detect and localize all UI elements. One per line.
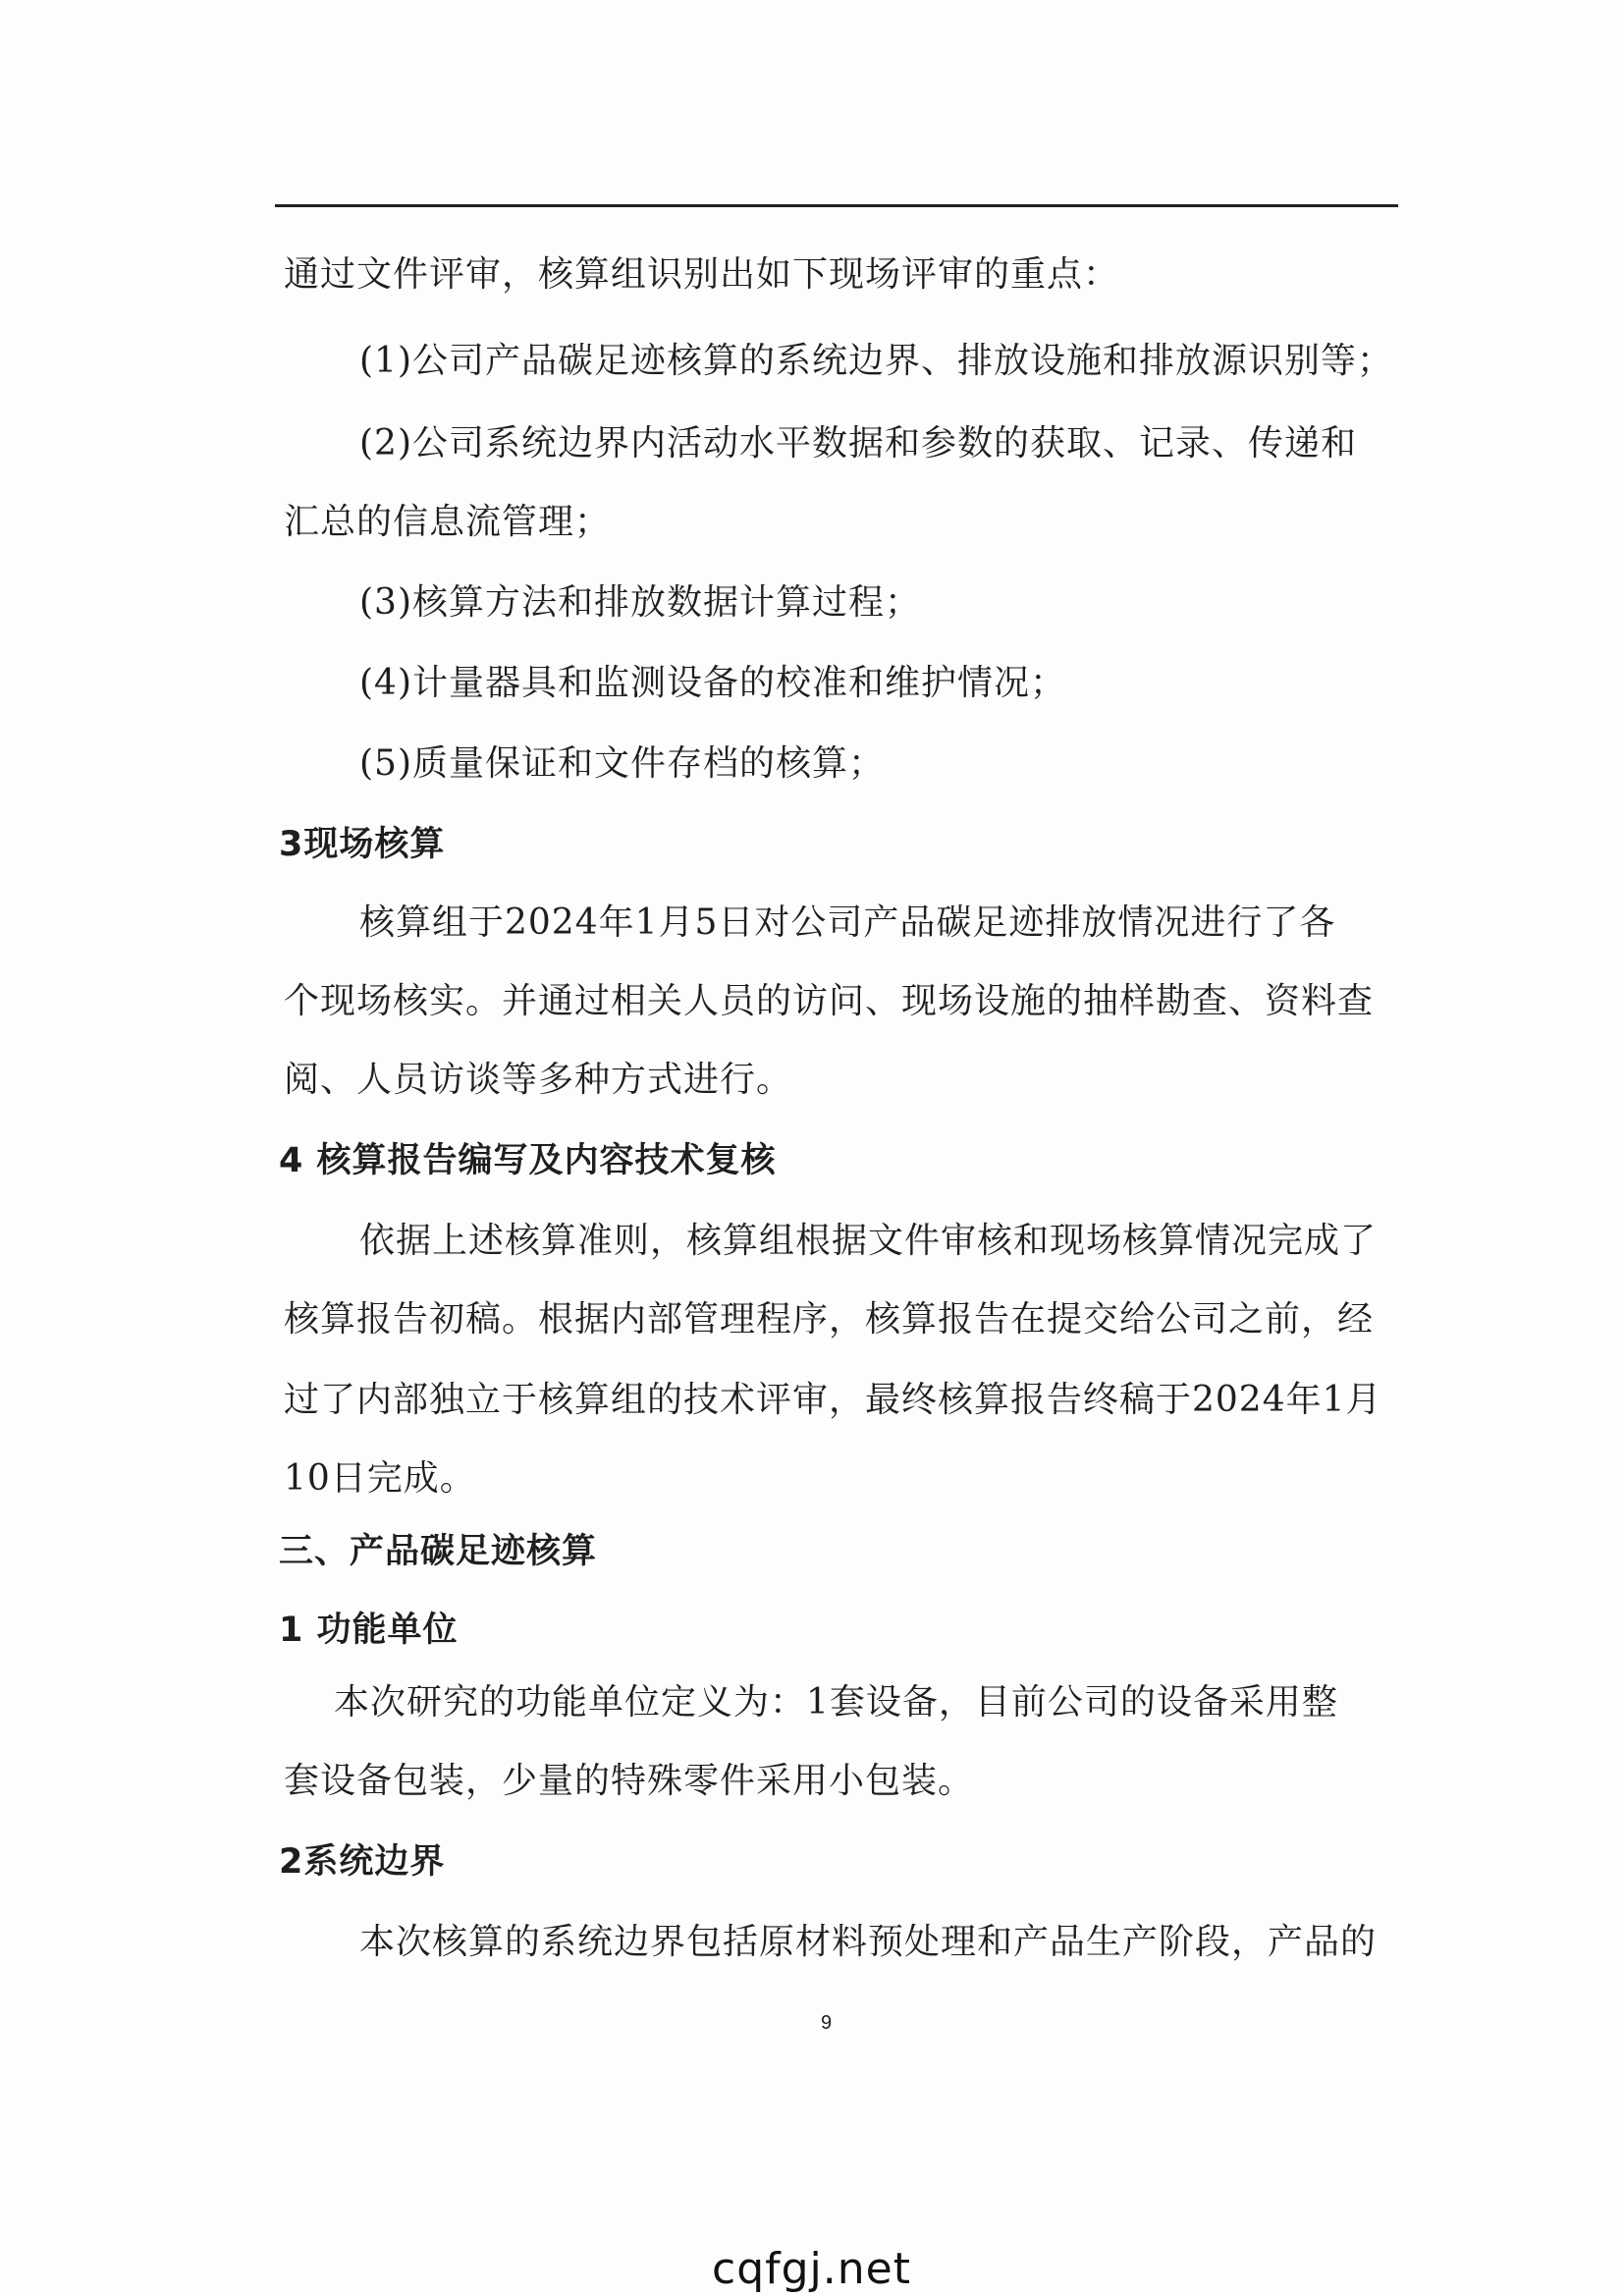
list-item-2-continued: 汇总的信息流管理； [284,502,612,542]
header-rule [275,204,1398,207]
paragraph-line: 依据上述核算准则，核算组根据文件审核和现场核算情况完成了 [359,1221,1378,1261]
paragraph-line: 本次研究的功能单位定义为：1套设备，目前公司的设备采用整 [334,1682,1338,1722]
list-item-1: (1)公司产品碳足迹核算的系统边界、排放设施和排放源识别等； [359,341,1393,381]
paragraph-line: 核算组于2024年1月5日对公司产品碳足迹排放情况进行了各 [359,902,1336,943]
list-item-4: (4)计量器具和监测设备的校准和维护情况； [359,663,1066,703]
list-item-2: (2)公司系统边界内活动水平数据和参数的获取、记录、传递和 [359,423,1357,464]
list-item-3: (3)核算方法和排放数据计算过程； [359,582,921,623]
section-heading-onsite-audit: 3现场核算 [279,825,446,864]
section-heading-report-review: 4 核算报告编写及内容技术复核 [279,1141,777,1180]
watermark-text: cqfgj.net [712,2244,911,2294]
paragraph-line: 阅、人员访谈等多种方式进行。 [284,1060,793,1100]
paragraph-line: 过了内部独立于核算组的技术评审，最终核算报告终稿于2024年1月 [284,1380,1382,1420]
page-number: 9 [821,2012,833,2034]
paragraph-line: 个现场核实。并通过相关人员的访问、现场设施的抽样勘查、资料查 [284,981,1375,1021]
section-heading-functional-unit: 1 功能单位 [279,1611,459,1650]
list-item-5: (5)质量保证和文件存档的核算； [359,743,885,784]
chapter-heading: 三、产品碳足迹核算 [279,1532,598,1571]
paragraph-line: 套设备包装，少量的特殊零件采用小包装。 [284,1761,975,1801]
paragraph-line: 10日完成。 [284,1458,476,1499]
paragraph-line: 本次核算的系统边界包括原材料预处理和产品生产阶段，产品的 [359,1922,1378,1962]
section-heading-system-boundary: 2系统边界 [279,1842,446,1882]
paragraph-line: 通过文件评审，核算组识别出如下现场评审的重点： [284,254,1120,295]
paragraph-line: 核算报告初稿。根据内部管理程序，核算报告在提交给公司之前，经 [284,1299,1375,1339]
